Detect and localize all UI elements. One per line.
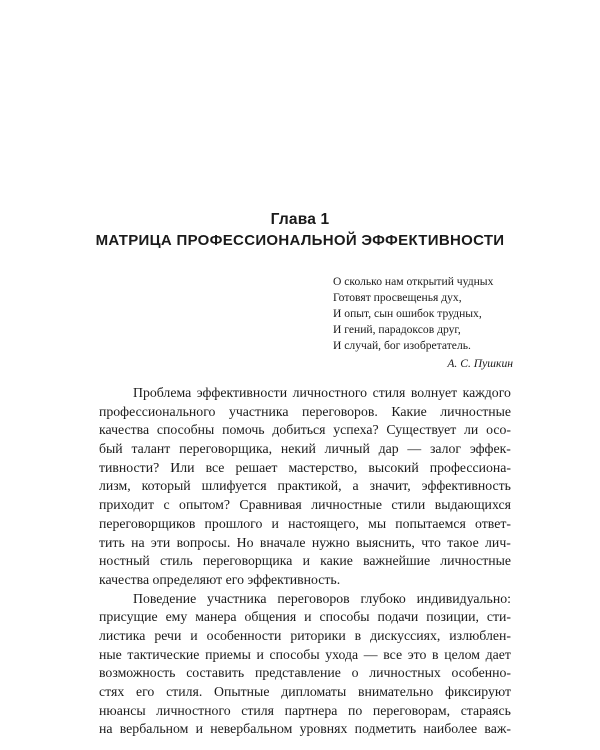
body-word: успеха? [333, 422, 379, 438]
body-word: переговорам, [372, 702, 451, 718]
body-word: особенно- [451, 665, 511, 681]
body-word: ему [165, 609, 188, 625]
body-word: с [163, 497, 170, 513]
body-word: на [99, 721, 113, 737]
body-line [99, 421, 511, 440]
body-line [99, 664, 511, 683]
body-word: — [407, 441, 422, 457]
body-word: представление [254, 665, 341, 681]
body-word: выяснить, [356, 534, 415, 550]
epigraph-line: Готовят просвещенья дух, [333, 291, 462, 304]
body-line [99, 702, 511, 721]
epigraph-line: И гений, парадоксов друг, [333, 323, 461, 336]
body-word: невербальном [210, 721, 293, 737]
body-word: лич- [485, 534, 511, 550]
body-line [99, 646, 511, 665]
body-word: в [354, 627, 362, 643]
body-word: некий [280, 441, 316, 457]
body-word: особенности [206, 627, 282, 643]
body-word: уровнях [299, 721, 348, 737]
body-line [99, 720, 511, 739]
body-word: личностные [311, 497, 382, 513]
body-word: вопросы. [176, 534, 231, 550]
body-word: практикой, [277, 478, 342, 494]
body-word: важ- [484, 721, 511, 737]
body-word: дипломаты [281, 684, 347, 699]
epigraph-line: И опыт, сын ошибок трудных, [333, 307, 482, 320]
body-word: партнера [284, 702, 338, 718]
body-line [99, 590, 511, 609]
body-word: осо- [486, 422, 511, 438]
body-word: стараясь [460, 702, 511, 718]
body-word: ответ- [475, 515, 511, 531]
body-word: вначале [259, 534, 306, 550]
body-word: индивидуально: [416, 590, 511, 606]
epigraph-author: А. С. Пушкин [447, 357, 513, 370]
body-line [99, 515, 511, 534]
body-line [99, 384, 511, 403]
body-word: лизм, [99, 478, 131, 494]
body-word: Какие [391, 403, 427, 419]
body-word: Сравнивая [239, 497, 302, 513]
body-word: личностных [369, 665, 441, 681]
body-word: глубоко [360, 590, 406, 606]
body-word: волнует [410, 385, 458, 400]
body-text [99, 384, 511, 739]
body-word: целом [444, 646, 480, 662]
body-word: и [302, 553, 310, 569]
body-word: Поведение [133, 590, 197, 606]
body-word: участника [207, 590, 267, 606]
body-word: Но [236, 534, 254, 550]
body-word: попытаемся [395, 515, 466, 531]
body-word: составить [186, 665, 245, 681]
body-word: высокий [368, 459, 419, 475]
body-word: эффективность [421, 478, 511, 494]
body-line [99, 534, 511, 553]
epigraph-line: О сколько нам открытий чудных [333, 275, 494, 288]
body-word: Существует [386, 422, 457, 438]
body-word: приемы [205, 646, 251, 662]
body-word: переговорщиков [99, 515, 196, 531]
body-word: эффек- [469, 441, 511, 457]
body-word: манера [195, 609, 237, 625]
body-word: мастерство, [288, 459, 358, 475]
body-word: способны [156, 422, 215, 438]
body-word: профессиона- [429, 459, 511, 475]
body-word: по [347, 702, 363, 718]
body-word: эффективности [196, 385, 288, 400]
body-word: общения [244, 609, 297, 625]
chapter-title: МАТРИЦА ПРОФЕССИОНАЛЬНОЙ ЭФФЕКТИВНОСТИ [95, 232, 505, 249]
body-word: талант [131, 441, 171, 457]
body-word: залог [429, 441, 462, 457]
body-word: профессионального [99, 403, 216, 419]
body-word: все [383, 646, 403, 662]
chapter-label: Глава 1 [270, 211, 330, 228]
body-word: опытом? [179, 497, 230, 513]
body-word: тить [99, 534, 125, 550]
body-word: Проблема [133, 385, 192, 400]
body-word: личностные [440, 553, 511, 569]
body-word: — [363, 646, 378, 662]
body-word: стях [99, 684, 125, 699]
body-word: ли [464, 422, 479, 438]
body-word: стиля [372, 385, 406, 400]
body-word: шлифуется [201, 478, 267, 494]
body-word: личностного [292, 385, 368, 400]
body-word: добиться [272, 422, 326, 438]
body-word: тактические [127, 646, 200, 662]
body-line [99, 459, 511, 478]
body-word: ные [99, 646, 122, 662]
body-word: стили [391, 497, 426, 513]
body-word: все [205, 459, 225, 475]
body-word: подметить [354, 721, 417, 737]
body-line: качества определяют его эффективность. [99, 571, 341, 587]
body-word: и [190, 627, 198, 643]
body-word: риторики [290, 627, 346, 643]
body-word: Опытные [214, 684, 270, 699]
body-word: который [141, 478, 191, 494]
body-word: вербальном [119, 721, 189, 737]
body-word: личностные [440, 403, 511, 419]
body-word: а [352, 478, 359, 494]
body-word: и [271, 515, 279, 531]
body-word: выдающихся [434, 497, 511, 513]
body-word: тивности? [99, 459, 160, 475]
body-line [99, 440, 511, 459]
body-word: прошлого [204, 515, 263, 531]
body-word: и [256, 646, 264, 662]
body-word: о [351, 665, 359, 681]
body-word: переговоров [277, 590, 350, 606]
body-word: сти- [486, 609, 511, 625]
body-word: личностного [156, 702, 231, 718]
body-word: решает [235, 459, 278, 475]
body-word: его [135, 684, 155, 699]
body-word: способы [269, 646, 320, 662]
body-word: возможность [99, 665, 176, 681]
body-word: позиции, [426, 609, 479, 625]
body-word: каждого [462, 385, 511, 400]
body-line [99, 477, 511, 496]
body-word: значит, [369, 478, 411, 494]
body-word: приходит [99, 497, 154, 513]
body-line [99, 496, 511, 515]
body-word: качества [99, 422, 150, 438]
body-word: дар [378, 441, 399, 457]
body-word: Или [170, 459, 195, 475]
body-word: на [131, 534, 145, 550]
body-word: это [407, 646, 427, 662]
body-word: фиксируют [445, 684, 511, 699]
body-word: мы [368, 515, 387, 531]
body-word: стиля [241, 702, 275, 718]
body-word: важнейшие [363, 553, 431, 569]
body-word: стиля. [166, 684, 203, 699]
body-word: стиль [159, 553, 193, 569]
body-word: подачи [377, 609, 419, 625]
body-line [99, 403, 511, 422]
body-word: такое [447, 534, 479, 550]
body-word: бый [99, 441, 123, 457]
body-word: и [195, 721, 203, 737]
body-word: дает [485, 646, 511, 662]
body-word: личный [324, 441, 370, 457]
body-word: нужно [311, 534, 350, 550]
body-word: помочь [222, 422, 265, 438]
body-line [99, 627, 511, 646]
body-word: способы [319, 609, 370, 625]
body-word: излюблен- [449, 627, 511, 643]
body-line [99, 683, 511, 702]
body-word: ухода [325, 646, 359, 662]
body-word: переговорщика [202, 553, 293, 569]
body-word: речи [154, 627, 182, 643]
body-line [99, 552, 511, 571]
body-word: присущие [99, 609, 158, 625]
body-word: эти [150, 534, 171, 550]
body-word: и [304, 609, 312, 625]
body-word: внимательно [357, 684, 434, 699]
body-word: листика [99, 627, 146, 643]
body-word: что [421, 534, 441, 550]
body-word: наиболее [423, 721, 478, 737]
body-line [99, 608, 511, 627]
body-word: нюансы [99, 702, 146, 718]
body-word: какие [320, 553, 353, 569]
epigraph [333, 274, 513, 372]
body-word: ностный [99, 553, 150, 569]
body-word: в [432, 646, 439, 662]
body-word: участника [228, 403, 289, 419]
body-word: переговорщика, [179, 441, 273, 457]
body-word: переговоров. [301, 403, 378, 419]
body-word: дискуссиях, [370, 627, 441, 643]
epigraph-line: И случай, бог изобретатель. [333, 339, 471, 352]
body-word: настоящего, [288, 515, 359, 531]
